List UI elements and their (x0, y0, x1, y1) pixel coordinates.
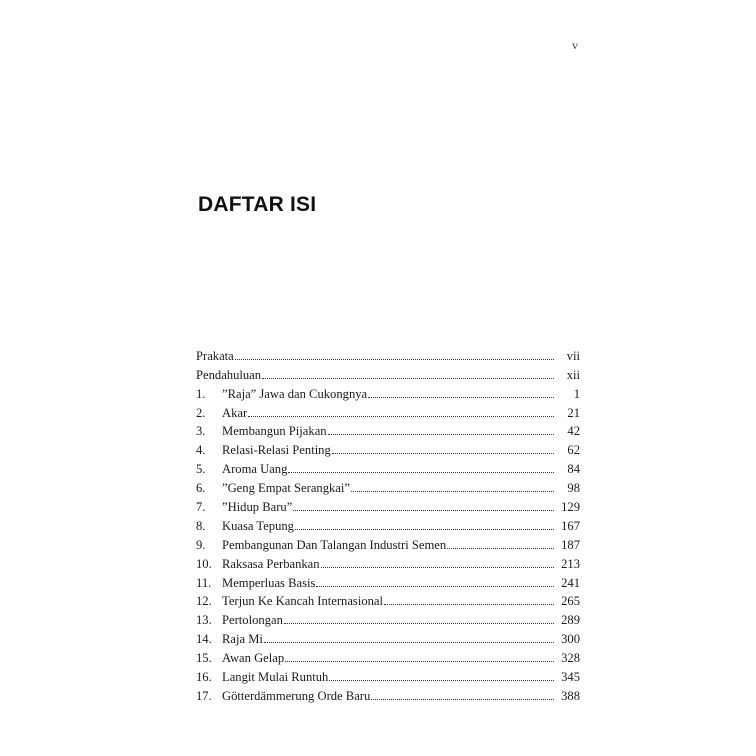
toc-entry (196, 438, 580, 457)
toc-entry-label: Pembangunan Dan Talangan Industri Semen (222, 537, 447, 552)
toc-entry (196, 495, 580, 514)
toc-entry (196, 344, 580, 363)
dot-leader (368, 396, 554, 398)
toc-entry-number: 8. (196, 518, 206, 533)
dot-leader (328, 433, 554, 435)
toc-entry-number: 12. (196, 594, 212, 609)
toc-entry-page: vii (566, 348, 580, 363)
toc-entry-label: Terjun Ke Kancah Internasional (222, 594, 384, 609)
toc-entry-page: xii (566, 367, 580, 382)
dot-leader (351, 490, 554, 492)
toc-entry-label: Awan Gelap (222, 651, 285, 666)
toc-entry-number: 10. (196, 556, 212, 571)
toc-entry-number: 5. (196, 462, 206, 477)
dot-leader (447, 547, 554, 549)
toc-entry-page: 265 (561, 594, 580, 609)
toc-entry-number: 15. (196, 651, 212, 666)
toc-entry-label: Memperluas Basis (222, 575, 316, 590)
toc-entry (196, 420, 580, 439)
toc-entry-number: 16. (196, 670, 212, 685)
toc-entry-label: Membangun Pijakan (222, 424, 327, 439)
dot-leader (284, 622, 554, 624)
toc-entry-page: 129 (561, 500, 580, 515)
dot-leader (262, 377, 554, 379)
toc-entry (196, 552, 580, 571)
toc-entry-page: 345 (561, 670, 580, 685)
toc-entry-number: 2. (196, 405, 206, 420)
toc-entry-page: 213 (561, 556, 580, 571)
toc-entry (196, 457, 580, 476)
toc-entry-number: 11. (196, 575, 212, 590)
toc-entry (196, 684, 580, 703)
toc-entry-label: ”Hidup Baru” (222, 500, 293, 515)
dot-leader (248, 415, 554, 417)
toc-entry-page: 187 (561, 537, 580, 552)
toc-entry (196, 571, 580, 590)
dot-leader (293, 509, 554, 511)
toc-entry-number: 3. (196, 424, 206, 439)
dot-leader (332, 452, 554, 454)
toc-entry (196, 627, 580, 646)
toc-entry (196, 514, 580, 533)
toc-entry-page: 328 (561, 651, 580, 666)
toc-entry-label: Aroma Uang (222, 462, 288, 477)
table-of-contents (196, 344, 580, 703)
toc-entry-label: ”Raja” Jawa dan Cukongnya (222, 386, 368, 401)
toc-entry-number: 7. (196, 500, 206, 515)
toc-entry-label: Prakata (196, 348, 234, 363)
dot-leader (235, 358, 554, 360)
dot-leader (288, 471, 554, 473)
toc-entry-page: 42 (567, 424, 580, 439)
toc-entry-page: 388 (561, 688, 580, 703)
toc-entry-page: 21 (567, 405, 580, 420)
toc-entry (196, 533, 580, 552)
toc-entry-page: 84 (567, 462, 580, 477)
toc-entry-label: Relasi-Relasi Penting (222, 443, 331, 458)
toc-entry-label: Langit Mulai Runtuh (222, 670, 329, 685)
toc-entry-number: 14. (196, 632, 212, 647)
toc-entry (196, 646, 580, 665)
toc-entry-label: Kuasa Tepung (222, 518, 294, 533)
toc-entry-page: 289 (561, 613, 580, 628)
dot-leader (321, 566, 554, 568)
toc-entry-page: 1 (573, 386, 580, 401)
toc-entry (196, 382, 580, 401)
toc-entry-number: 9. (196, 537, 206, 552)
toc-entry-number: 4. (196, 443, 206, 458)
dot-leader (384, 603, 554, 605)
toc-entry-page: 62 (567, 443, 580, 458)
toc-entry (196, 665, 580, 684)
page-title: DAFTAR ISI (198, 193, 317, 216)
toc-entry-number: 1. (196, 386, 206, 401)
toc-entry-label: Pertolongan (222, 613, 283, 628)
toc-entry (196, 363, 580, 382)
toc-entry-label: ”Geng Empat Serangkai” (222, 481, 350, 496)
toc-entry-number: 6. (196, 481, 206, 496)
page-number: v (572, 38, 578, 52)
dot-leader (295, 528, 554, 530)
dot-leader (371, 698, 554, 700)
toc-entry-page: 98 (567, 481, 580, 496)
toc-entry-page: 167 (561, 518, 580, 533)
toc-entry-label: Akar (222, 405, 248, 420)
toc-entry (196, 401, 580, 420)
toc-entry-label: Götterdämmerung Orde Baru (222, 688, 371, 703)
toc-entry (196, 476, 580, 495)
toc-entry (196, 590, 580, 609)
toc-entry-page: 241 (561, 575, 580, 590)
toc-entry-label: Raja Mi (222, 632, 263, 647)
dot-leader (264, 641, 554, 643)
toc-entry-label: Pendahuluan (196, 367, 262, 382)
dot-leader (316, 585, 554, 587)
toc-entry-label: Raksasa Perbankan (222, 556, 320, 571)
toc-entry-number: 17. (196, 688, 212, 703)
toc-entry (196, 608, 580, 627)
dot-leader (285, 660, 554, 662)
toc-entry-page: 300 (561, 632, 580, 647)
dot-leader (329, 679, 554, 681)
toc-entry-number: 13. (196, 613, 212, 628)
